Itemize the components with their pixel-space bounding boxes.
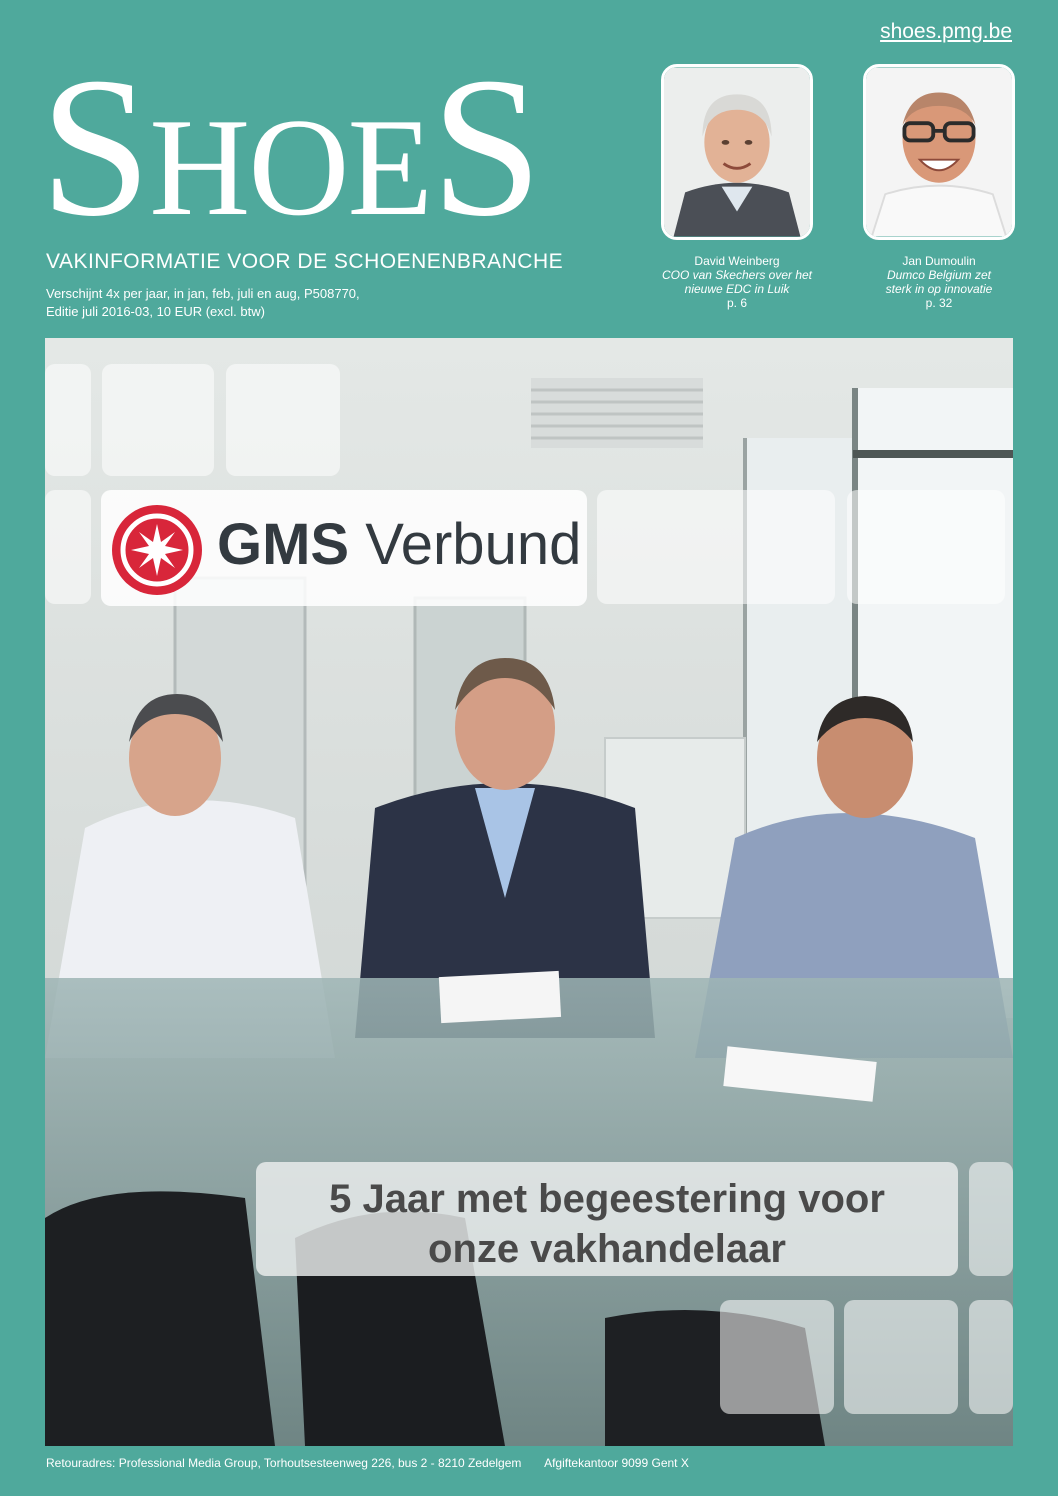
teaser-desc-line-1: Dumco Belgium zet xyxy=(886,268,992,282)
footer xyxy=(46,1456,709,1470)
masthead-logo: SHOES xyxy=(40,37,541,258)
logo-bold-text: GMS xyxy=(217,512,350,577)
return-address: Retouradres: Professional Media Group, Torhoutsesteenweg 226, bus 2 - 8210 Zedelgem xyxy=(46,1456,522,1470)
cover-photo xyxy=(45,338,1013,1446)
gms-star-icon xyxy=(111,504,203,596)
decor-tile xyxy=(844,1300,958,1414)
decor-tile xyxy=(45,364,91,476)
teaser-name: David Weinberg xyxy=(694,254,780,268)
decor-tile xyxy=(45,490,91,604)
decor-tile xyxy=(597,490,835,604)
logo-wordmark xyxy=(217,512,582,577)
tagline: VAKINFORMATIE VOOR DE SCHOENENBRANCHE xyxy=(46,250,564,273)
issue-info-line-2: Editie juli 2016-03, 10 EUR (excl. btw) xyxy=(46,304,265,319)
decor-tile xyxy=(720,1300,834,1414)
post-office: Afgiftekantoor 9099 Gent X xyxy=(544,1456,689,1470)
cover-headline xyxy=(256,1162,958,1276)
decor-tile xyxy=(847,490,1005,604)
teaser-desc-line-2: nieuwe EDC in Luik xyxy=(684,282,790,296)
gms-verbund-logo xyxy=(101,490,587,606)
decor-tile xyxy=(102,364,214,476)
portrait-jan-dumoulin xyxy=(863,64,1015,240)
teaser-desc-line-2: sterk in op innovatie xyxy=(885,282,993,296)
decor-tile xyxy=(226,364,340,476)
teaser-caption-1 xyxy=(637,254,837,310)
site-url-link[interactable]: shoes.pmg.be xyxy=(880,20,1012,43)
portrait-david-weinberg xyxy=(661,64,813,240)
decor-tile xyxy=(969,1162,1013,1276)
headline-line-1: 5 Jaar met begeestering voor xyxy=(329,1177,885,1221)
teaser-page: p. 32 xyxy=(925,296,953,310)
issue-info-line-1: Verschijnt 4x per jaar, in jan, feb, juli en aug, P508770, xyxy=(46,286,360,301)
teaser-desc-line-1: COO van Skechers over het xyxy=(661,268,813,282)
teaser-name: Jan Dumoulin xyxy=(902,254,976,268)
teaser-caption-2 xyxy=(839,254,1039,310)
teaser-page: p. 6 xyxy=(726,296,747,310)
headline-line-2: onze vakhandelaar xyxy=(428,1227,786,1271)
decor-tile xyxy=(969,1300,1013,1414)
logo-regular-text: Verbund xyxy=(365,512,582,577)
